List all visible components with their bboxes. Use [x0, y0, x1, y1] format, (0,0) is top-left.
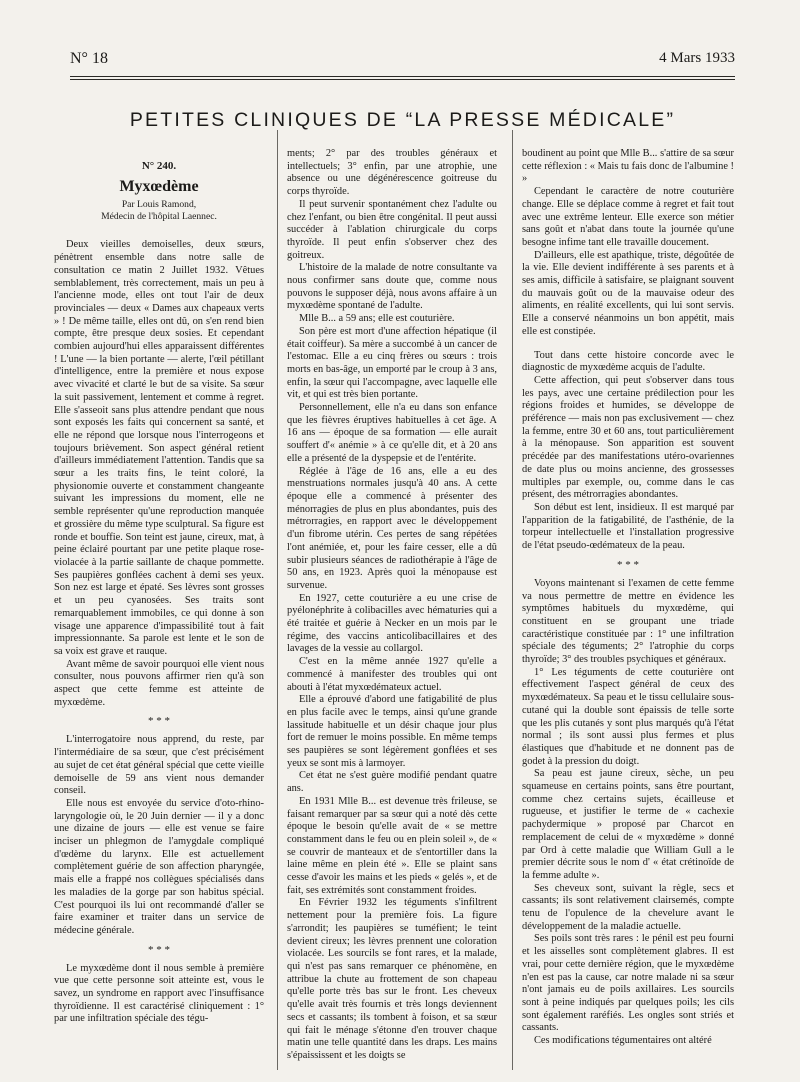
paragraph: Son début est lent, insidieux. Il est marqué par l'apparition de la fatigabilité, de l'asthénie, de la torpeur intellectuelle et l'installation progressive de l'état pseudo-œdémateux de la peau.: [522, 501, 734, 552]
paragraph: Cet état ne s'est guère modifié pendant quatre ans.: [287, 770, 497, 795]
paragraph: 1° Les téguments de cette couturière ont effectivement l'aspect général de ceux des myxœdémateux. Sa peau et le tissu cellulaire sous-cutané qui la double sont épaissis de telle sorte que les plis cutanés y sont plus marqués qu'à l'état normal ; ils sont aussi plus fermes et plus élastiques que d'habitude et ne donnent pas de godet à la pression du doigt.: [522, 666, 734, 767]
paragraph: C'est en la même année 1927 qu'elle a commencé à manifester des troubles qui ont abouti à l'état myxœdémateux actuel.: [287, 656, 497, 693]
article-number: N° 240.: [141, 160, 177, 172]
paragraph: En 1931 Mlle B... est devenue très frileuse, se faisant remarquer par sa sœur qui a noté dès cette époque le besoin qu'elle avait de « se mettre constamment dans le feu ou en plein soleil », de « se couvrir de manteaux et de s'entortiller dans la laine même en plein été ». Elle se plaint sans cesse d'avoir les mains et les pieds « gelés », et de fait, ses extrémités sont constamment froides.: [287, 795, 497, 896]
column-divider: [277, 130, 278, 1070]
issue-date: 4 Mars 1933: [659, 50, 735, 66]
paragraph: Le myxœdème dont il nous semble à première vue que cette personne soit atteinte est, vous le savez, un syndrome en rapport avec l'insuffisance thyroïdienne. Il est caractérisé cliniquement : 1° par une infiltration spéciale des tégu-: [54, 962, 264, 1025]
column-3: [522, 148, 734, 1068]
paragraph: D'ailleurs, elle est apathique, triste, dégoûtée de la vie. Elle devient indifférente à ses parents et à ses amis, difficile à satisfaire, se plaignant souvent du mauvais goût ou de la mauvaise odeur des aliments, en réalité excellents, qui lui sont servis. Elle a conservé néanmoins un bon appétit, mais elle est constipée.: [522, 249, 734, 337]
header-row: [70, 50, 735, 72]
article-title: Myxœdème: [119, 177, 199, 195]
article-affiliation: Médecin de l'hôpital Laennec.: [101, 211, 217, 223]
section-separator: * * *: [148, 715, 170, 728]
paragraph: Ses cheveux sont, suivant la règle, secs et cassants; ils sont relativement clairsemés, compte tenu de l'opulence de la chevelure avant le développement de la maladie actuelle.: [522, 882, 734, 932]
paragraph: Réglée à l'âge de 16 ans, elle a eu des menstruations normales jusqu'à 40 ans. A cette époque elle a commencé à présenter des ménorragies de plus en plus abondantes, puis des métrorragies, en rapport avec le développement d'un fibrome utérin. Ces pertes de sang répétées l'ont anémiée, et, pour les faire cesser, elle a dû subir plusieurs séances de radiothérapie à l'âge de 50 ans, en 1923. Après quoi la ménopause est survenue.: [287, 465, 497, 591]
paragraph: Elle a éprouvé d'abord une fatigabilité de plus en plus facile avec le temps, ainsi qu'une grande lassitude habituelle et un désir chaque jour plus fort de remuer le moins possible. En même temps ses paupières se sont légèrement gonflées et ses yeux se sont mis à larmoyer.: [287, 694, 497, 769]
paragraph: En Février 1932 les téguments s'infiltrent nettement pour la première fois. La figure s'arrondit; les paupières se tuméfient; le teint devient cireux; les lèvres prennent une coloration violacée. Les sourcils se font rares, et la malade, qui n'est pas sans remarquer ce phénomène, en attribue la chute au frottement de son chapeau qu'elle porte très bas sur le front. Les cheveux qu'elle avait très fournis et très longs deviennent secs et cassants; ils tombent à foison, et sa sœur qui fait le ménage s'étonne d'en trouver chaque matin une telle quantité dans les draps. Les mains s'épaississent et les doigts se: [287, 897, 497, 1061]
paragraph: ments; 2° par des troubles généraux et intellectuels; 3° enfin, par une atrophie, une absence ou une dégénérescence goitreuse du corps thyroïde.: [287, 148, 497, 198]
paragraph: L'interrogatoire nous apprend, du reste, par l'intermédiaire de sa sœur, que c'est précisément au sujet de cet état général spécial que cette vieille demoiselle de 59 ans vient nous demander conseil.: [54, 734, 264, 797]
page-number: N° 18: [70, 50, 108, 67]
section-separator: * * *: [617, 558, 639, 571]
header-rule: [70, 76, 735, 77]
paragraph: Il peut survenir spontanément chez l'adulte ou chez l'enfant, ou bien être congénital. Il peut aussi succéder à l'ablation chirurgicale du corps thyroïde. Il peut enfin s'observer chez des goitreux.: [287, 198, 497, 261]
paragraph: Avant même de savoir pourquoi elle vient nous consulter, nous pouvons affirmer rien qu'à son aspect que cette femme est atteinte de myxœdème.: [54, 658, 264, 708]
paragraph: Ces modifications tégumentaires ont altéré: [534, 1035, 712, 1047]
column-1: [54, 148, 264, 1068]
section-separator: * * *: [148, 943, 170, 956]
paragraph: Son père est mort d'une affection hépatique (il était coiffeur). Sa mère a succombé à un cancer de l'estomac. Elle a eu cinq frères ou sœurs : trois morts en bas-âge, un emporté par le croup à 3 ans, enfin, la sœur qui l'accompagne, avec laquelle elle vit, et qui est très bien portante.: [287, 325, 497, 401]
paragraph: Mlle B... a 59 ans; elle est couturière.: [299, 313, 455, 325]
paragraph: Ses poils sont très rares : le pénil est peu fourni et les aisselles sont complètement glabres. Il est vrai, pour cette dernière région, que le myxœdème n'en est pas la cause, car notre malade ni sa sœur n'ont jamais eu de poils axillaires. Les sourcils sont à peine indiqués par quelques poils; les cils sont également raréfiés. Les ongles sont striés et cassants.: [522, 933, 734, 1034]
paragraph: L'histoire de la malade de notre consultante va nous confirmer sans doute que, comme nous pouvons le supposer déjà, nous avons affaire à un myxœdème spontané de l'adulte.: [287, 262, 497, 312]
paragraph: Deux vieilles demoiselles, deux sœurs, pénètrent ensemble dans notre salle de consultation ce matin 2 Juillet 1932. Vêtues semblablement, très correctement, mais un peu à l'ancienne mode, elles ont tout l'air de deux provinciales — deux « Dames aux chapeaux verts » ! De même taille, elles ont dû, on s'en rend bien compte, être presque deux sosies. Et cependant combien aujourd'hui elles apparaissent différentes ! L'une — la bien portante — alerte, l'œil pétillant d'intelligence, entre la première et nous expose avec vivacité et clarté le but de sa visite. Sa sœur la suit passivement, lentement et comme à regret. Elle s'asseoit sans plus attendre pendant que nous sont exposés les faits qui concernent sa santé, et elle ne répond que lorsque nous l'interrogeons et toujours brièvement. Son aspect général retient d'ailleurs immédiatement l'attention. Tandis que sa sœur a les traits fins, le teint coloré, la physionomie ouverte et constamment changeante suivant les impressions du moment, elle ne semble représenter qu'une reproduction manquée et grossière du même type sculptural. Sa figure est ronde et bouffie. Son teint est jaune, cireux, mat, à peine éclairé pourtant par une petite plaque rose-violacée à la partie saillante de chaque pommette. Ses paupières gonflées cachent à demi ses yeux. Son nez est large et épaté. Ses lèvres sont grosses et un peu cyanosées. Ses traits sont remarquablement immobiles, ce qui donne à son visage une apparence d'impassibilité tout à fait impressionnante. Sa parole est lente et le son de sa voix est grave et rauque.: [54, 239, 264, 657]
paragraph: Tout dans cette histoire concorde avec le diagnostic de myxœdème acquis de l'adulte.: [522, 349, 734, 374]
column-divider: [512, 130, 513, 1070]
paragraph: boudinent au point que Mlle B... s'attire de sa sœur cette réflexion : « Mais tu fais donc de l'albumine ! »: [522, 148, 734, 185]
article-byline: Par Louis Ramond,: [121, 199, 197, 211]
paragraph: Sa peau est jaune cireux, sèche, un peu squameuse en certains points, sans être pourtant, comme chez certains sujets, écailleuse et rugueuse, et justifier le terme de « cachexie pachydermique » proposé par Charcot en remplacement de celui de « myxœdème » donné par Ord à cette maladie que William Gull a le premier décrite sous le nom d' « état crétinoïde de la femme adulte ».: [522, 768, 734, 881]
paragraph: Cette affection, qui peut s'observer dans tous les pays, avec une certaine prédilection pour les régions froides et humides, se développe de préférence — mais non pas exclusivement — chez la femme, entre 30 et 60 ans, tout particulièrement à la ménopause. Son apparition est souvent précédée par des manifestations utéro-ovariennes de date plus ou moins ancienne, des grossesses multiples par exemple, ou, comme dans le cas présent, des métrorragies abondantes.: [522, 374, 734, 501]
paragraph: Voyons maintenant si l'examen de cette femme va nous permettre de mettre en évidence les symptômes habituels du myxœdème, qui constituent en se groupant une triade caractéristique constituée par : 1° une infiltration spéciale des téguments; 2° l'atrophie du corps thyroïde; 3° des troubles psychiques et généraux.: [522, 577, 734, 666]
paragraph: Personnellement, elle n'a eu dans son enfance que les fièvres éruptives habituelles à cet âge. A 16 ans — époque de sa formation — elle aurait souffert d'« anémie » à ce qu'elle dit, et à 20 ans elle a présenté de la dyspepsie et de l'entérite.: [287, 402, 497, 464]
paragraph: Elle nous est envoyée du service d'oto-rhino-laryngologie où, le 20 Juin dernier — il y a donc une dizaine de jours — elle est venue se faire inciser un phlegmon de l'amygdale compliqué d'œdème du larynx. Elle est actuellement complètement guérie de son affection pharyngée, mais elle a frappé nos collègues spécialisés dans les maladies de la gorge par son habitus spécial. C'est pourquoi ils lui ont recommandé d'aller se faire examiner et traiter dans un service de médecine générale.: [54, 797, 264, 936]
header-rule: [70, 79, 735, 80]
paragraph: Cependant le caractère de notre couturière change. Elle se déplace comme à regret et fait tout avec une extrême lenteur. Elle exerce son métier sans goût et n'abat dans toute la journée qu'une besogne infime tant elle travaille doucement.: [522, 186, 734, 248]
section-title: PETITES CLINIQUES DE “LA PRESSE MÉDICALE”: [129, 109, 676, 132]
column-2: [287, 148, 497, 1068]
paragraph: En 1927, cette couturière a eu une crise de pyélonéphrite à colibacilles avec hématuries qui a été traitée et guérie à Necker en un mois par le régime, des vaccins anticolibacillaires et des lavages de la vessie au collargol.: [287, 592, 497, 655]
